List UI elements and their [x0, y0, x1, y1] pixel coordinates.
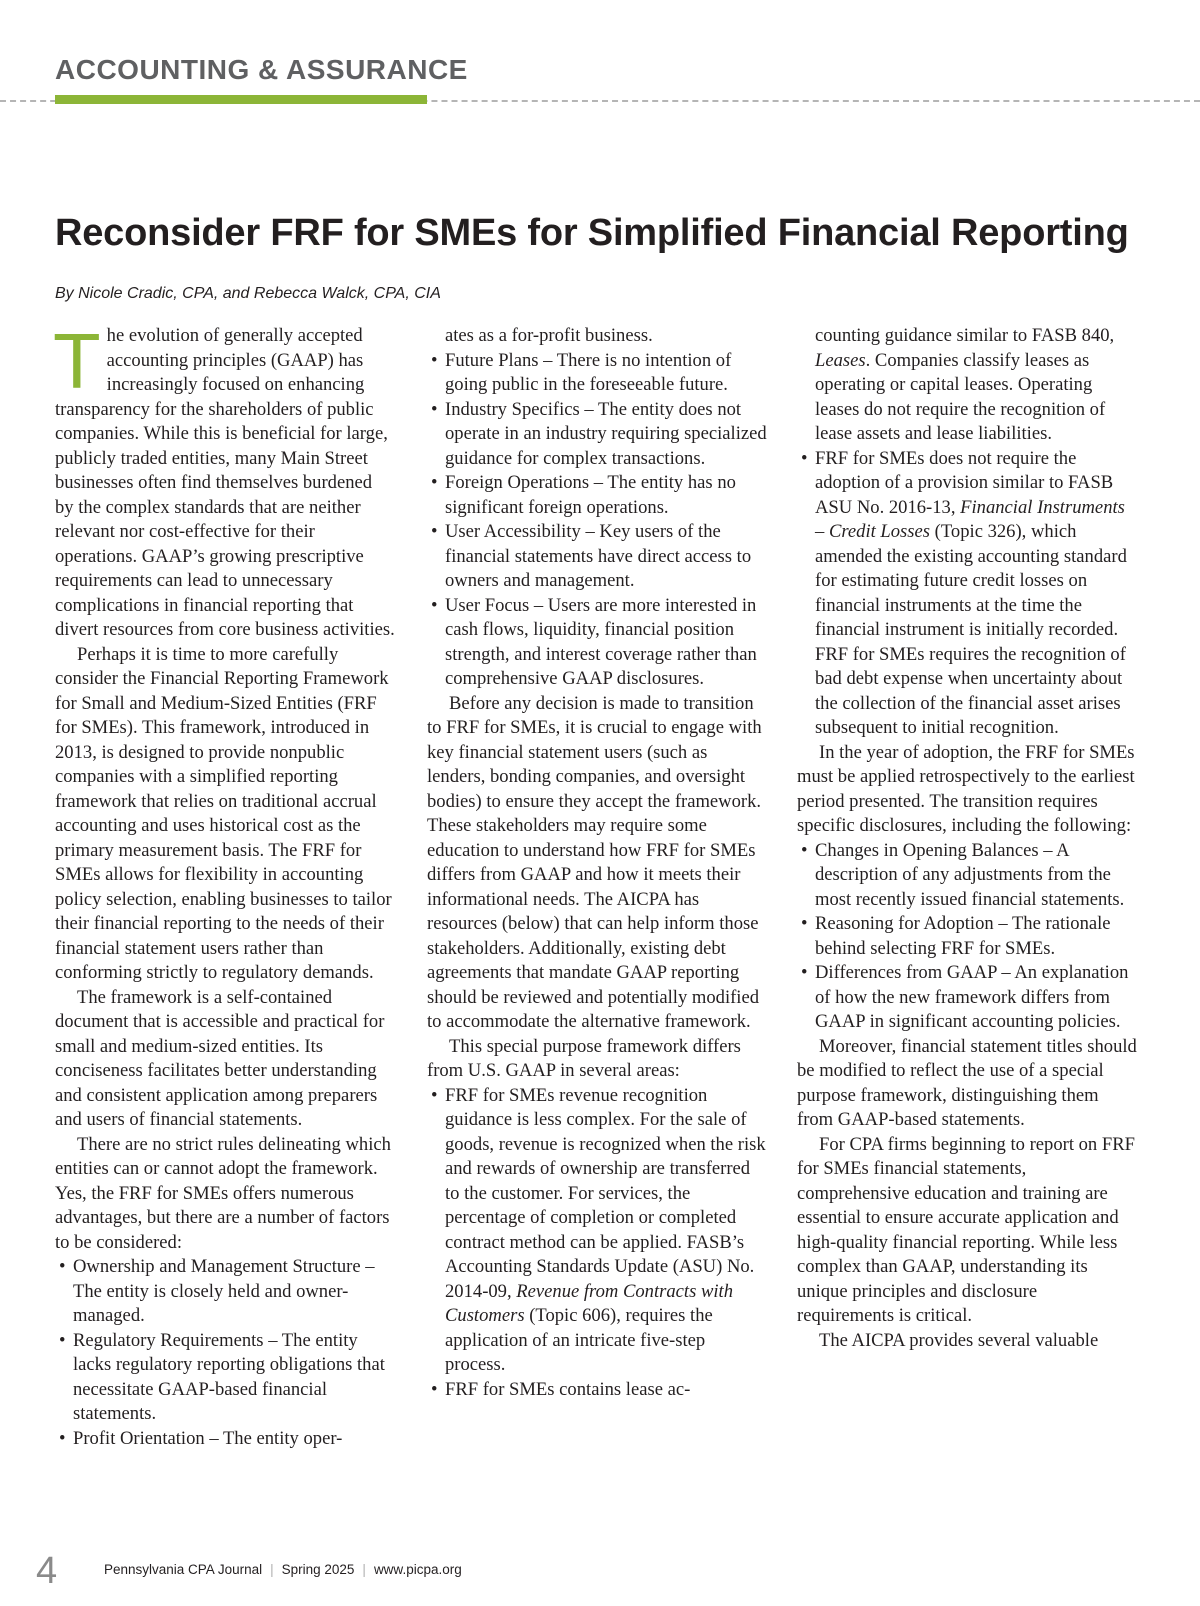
list-item	[815, 324, 1137, 447]
differences-list	[427, 1084, 767, 1403]
byline: By Nicole Cradic, CPA, and Rebecca Walck, CPA, CIA	[55, 285, 441, 302]
standard-title: Leases	[815, 349, 866, 371]
factor-list	[55, 1255, 395, 1451]
list-item: • Ownership and Management Structure – The entity is closely held and owner-managed.	[73, 1255, 395, 1329]
paragraph: The AICPA provides several valuable	[819, 1329, 1099, 1351]
list-item-text: (Topic 606), requires the application of an intricate five-step process.	[445, 1305, 713, 1375]
column-1	[53, 317, 395, 1451]
list-item: • Reasoning for Adoption – The rationale behind selecting FRF for SMEs.	[815, 912, 1137, 961]
list-item-text: FRF for SMEs revenue recognition guidance is less complex. For the sale of goods, revenue is recognized when the risk and rewards of ownership are transferred to the customer. For services, the percentage of completion or completed contract method can be applied. FASB’s Accounting Standards Update (ASU) No. 2014-09,	[445, 1084, 766, 1302]
standard-title: Financial Instruments – Credit Losses	[815, 496, 1125, 542]
paragraph: For CPA firms beginning to report on FRF for SMEs financial statements, comprehensive education and training are essential to ensure accurate application and high-quality financial reporting. While less complex than GAAP, understanding its unique principles and disclosure requirements is critical.	[797, 1133, 1135, 1326]
section-label: ACCOUNTING & ASSURANCE	[55, 54, 468, 85]
list-item-text: FRF for SMEs does not require the adoption of a provision similar to FASB ASU No. 2016-13,	[815, 447, 1114, 518]
drop-cap: T	[53, 317, 101, 405]
list-item-text: counting guidance similar to FASB 840,	[815, 325, 1115, 346]
disclosure-list	[797, 839, 1137, 1035]
list-item: ates as a for-profit business.	[445, 325, 653, 346]
list-item: • Foreign Operations – The entity has no significant foreign operations.	[445, 471, 767, 520]
list-item: • User Accessibility – Key users of the financial statements have direct access to owners and management.	[445, 520, 767, 594]
differences-list	[797, 324, 1137, 741]
list-item: • Profit Orientation – The entity oper-	[73, 1427, 395, 1452]
page-number: 4	[36, 1550, 58, 1592]
paragraph: This special purpose framework differs from U.S. GAAP in several areas:	[427, 1035, 741, 1081]
footer-text	[104, 1562, 462, 1577]
list-item	[445, 1084, 767, 1378]
factor-list	[427, 324, 767, 692]
list-item: • FRF for SMEs contains lease ac-	[445, 1378, 767, 1403]
paragraph: In the year of adoption, the FRF for SMEs must be applied retrospectively to the earliest period presented. The transition requires specific disclosures, including the following:	[797, 741, 1135, 836]
list-item: • User Focus – Users are more interested in cash flows, liquidity, financial position strength, and interest coverage rather than comprehensive GAAP disclosures.	[445, 594, 767, 692]
list-item: • Industry Specifics – The entity does not operate in an industry requiring specialized guidance for complex transactions.	[445, 398, 767, 472]
paragraph: There are no strict rules delineating which entities can or cannot adopt the framework. Yes, the FRF for SMEs offers numerous advantages, but there are a number of factors to be considered:	[55, 1133, 391, 1253]
list-item-text: (Topic 326), which amended the existing accounting standard for estimating future credit losses on financial instruments at the time the financial instrument is initially recorded. FRF for SMEs requires the recognition of bad debt expense when uncertainty about the collection of the financial asset arises subsequent to initial recognition.	[815, 521, 1127, 738]
footer-separator: |	[362, 1562, 366, 1577]
page-footer	[36, 1550, 1166, 1598]
standard-title: Revenue from Contracts with Customers	[445, 1280, 734, 1326]
paragraph: The framework is a self-contained document that is accessible and practical for small and medium-sized entities. Its conciseness facilitates better understanding and consistent application among preparers and users of financial statements.	[55, 986, 385, 1130]
paragraph: Moreover, financial statement titles should be modified to reflect the use of a special purpose framework, distinguishing them from GAAP-based statements.	[797, 1035, 1137, 1130]
issue-date: Spring 2025	[281, 1562, 355, 1577]
column-3	[797, 324, 1137, 1353]
list-item: • Differences from GAAP – An explanation of how the new framework differs from GAAP in significant accounting policies.	[815, 961, 1137, 1035]
footer-separator: |	[270, 1562, 274, 1577]
list-item: • Regulatory Requirements – The entity lacks regulatory reporting obligations that necessitate GAAP-based financial statements.	[73, 1329, 395, 1427]
list-item	[815, 447, 1137, 741]
accent-bar	[55, 95, 427, 104]
paragraph	[53, 317, 395, 643]
list-item: • Changes in Opening Balances – A description of any adjustments from the most recently issued financial statements.	[815, 839, 1137, 913]
column-2	[427, 324, 767, 1402]
paragraph-text: he evolution of generally accepted accounting principles (GAAP) has increasingly focused on enhancing transparency for the shareholders of public companies. While this is beneficial for large, publicly traded entities, many Main Street businesses often find themselves burdened by the complex standards that are neither relevant nor cost-effective for their operations. GAAP’s growing prescriptive requirements can lead to unnecessary complications in financial reporting that divert resources from core business activities.	[55, 325, 395, 640]
article-title: Reconsider FRF for SMEs for Simplified Financial Reporting	[55, 212, 1129, 254]
paragraph: Perhaps it is time to more carefully consider the Financial Reporting Framework for Small and Medium-Sized Entities (FRF for SMEs). This framework, introduced in 2013, is designed to provide nonpublic companies with a simplified reporting framework that relies on traditional accrual accounting and uses historical cost as the primary measurement basis. The FRF for SMEs allows for flexibility in accounting policy selection, enabling businesses to tailor their financial reporting to the needs of their financial statement users rather than conforming strictly to regulatory demands.	[55, 643, 392, 983]
paragraph: Before any decision is made to transition to FRF for SMEs, it is crucial to engage with key financial statement users (such as lenders, bonding companies, and oversight bodies) to ensure they accept the framework. These stakeholders may require some education to understand how FRF for SMEs differs from GAAP and how it meets their informational needs. The AICPA has resources (below) that can help inform those stakeholders. Additionally, existing debt agreements that mandate GAAP reporting should be reviewed and potentially modified to accommodate the alternative framework.	[427, 692, 762, 1032]
list-item-text: . Companies classify leases as operating or capital leases. Operating leases do not require the recognition of lease assets and lease liabilities.	[815, 349, 1106, 444]
list-item: • Future Plans – There is no intention of going public in the foreseeable future.	[445, 349, 767, 398]
journal-name: Pennsylvania CPA Journal	[104, 1562, 263, 1577]
website-link[interactable]: www.picpa.org	[373, 1562, 462, 1577]
